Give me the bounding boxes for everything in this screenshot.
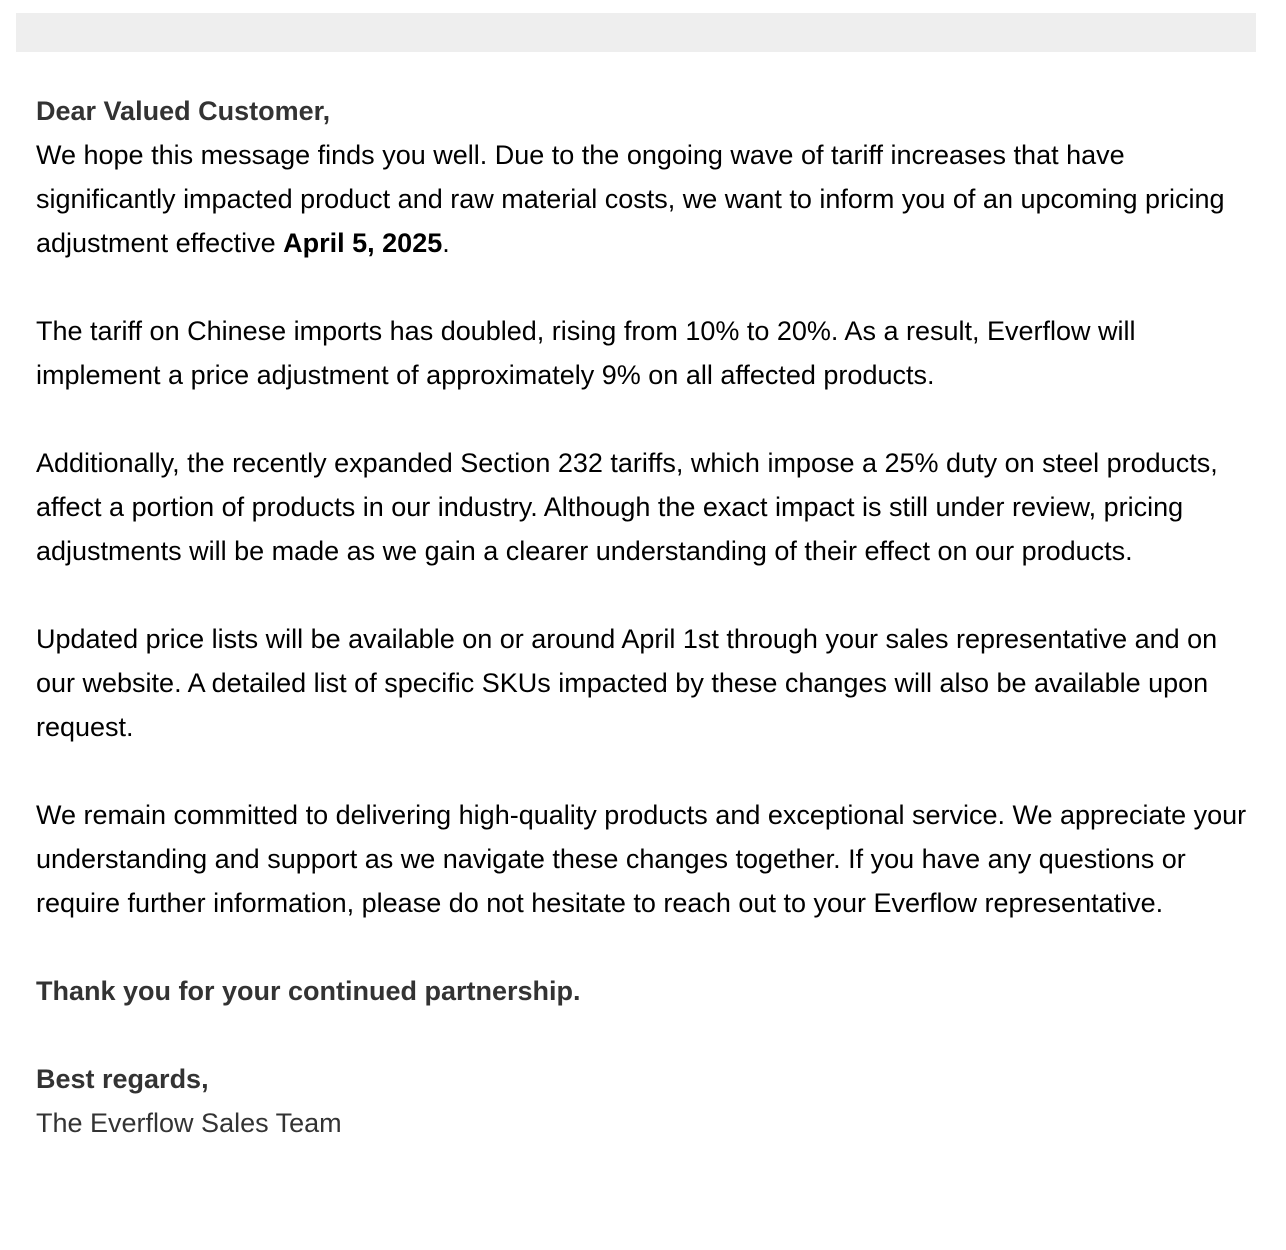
- closing-line: Best regards,: [36, 1064, 209, 1094]
- paragraph-price-lists: Updated price lists will be available on or around April 1st through your sales representative and on our website. A detailed list of specific SKUs impacted by these changes will also be available upon request.: [36, 624, 1218, 742]
- paragraph-intro: [36, 133, 1250, 265]
- email-body: [36, 89, 1250, 1145]
- greeting: Dear Valued Customer,: [36, 96, 331, 126]
- paragraph-section-232: Additionally, the recently expanded Section 232 tariffs, which impose a 25% duty on steel products, affect a portion of products in our industry. Although the exact impact is still under review, pricing adjustments will be made as we gain a clearer understanding of their effect on our products.: [36, 448, 1218, 566]
- header-bar: [16, 13, 1256, 52]
- thanks-line: Thank you for your continued partnership.: [36, 976, 581, 1006]
- signature: The Everflow Sales Team: [36, 1108, 342, 1138]
- paragraph-commitment: We remain committed to delivering high-quality products and exceptional service. We appreciate your understanding and support as we navigate these changes together. If you have any questions or require further information, please do not hesitate to reach out to your Everflow representative.: [36, 800, 1247, 918]
- intro-text-end: .: [442, 228, 450, 258]
- effective-date: April 5, 2025: [283, 228, 443, 258]
- paragraph-chinese-tariff: The tariff on Chinese imports has doubled, rising from 10% to 20%. As a result, Everflow will implement a price adjustment of approximately 9% on all affected products.: [36, 316, 1136, 390]
- intro-text: We hope this message finds you well. Due to the ongoing wave of tariff increases that have significantly impacted product and raw material costs, we want to inform you of an upcoming pricing adjustment effective: [36, 140, 1225, 258]
